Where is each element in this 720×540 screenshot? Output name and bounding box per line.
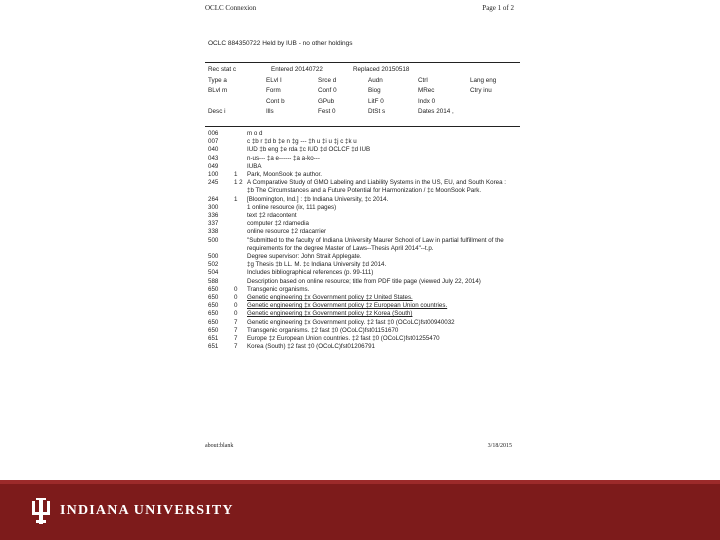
marc-indicators: 7: [234, 335, 238, 343]
fixed-field-fest: [318, 108, 336, 115]
marc-tag: 043: [208, 154, 219, 162]
fixed-field-label: Cont: [266, 97, 280, 105]
marc-field-value: A Comparative Study of GMO Labeling and Liability Systems in the US, EU, and South Korea : ‡b The Circumstances and a Future Potential for Harmonization / ‡c MoonSook Park.: [247, 179, 506, 195]
marc-indicators: 1 2: [234, 179, 243, 187]
marc-tag: 100: [208, 171, 219, 179]
fixed-field-value: eng: [485, 76, 497, 84]
marc-tag: 650: [208, 310, 219, 318]
marc-indicators: [234, 204, 247, 212]
marc-field-value: "Submitted to the faculty of Indiana University Maurer School of Law in partial fulfillment of the requirements for the degree Master of Laws--Thesis April 2014"--t.p.: [247, 236, 504, 252]
marc-tag: 500: [208, 236, 219, 244]
marc-field-row: [208, 335, 513, 343]
marc-field-row: [208, 286, 513, 294]
fixed-field-value: 0: [431, 97, 436, 105]
fixed-field-ctry: [470, 87, 492, 94]
marc-field-value: m o d: [247, 130, 263, 137]
university-name: INDIANA UNIVERSITY: [60, 503, 234, 518]
fixed-field-label: Entered: [271, 66, 294, 73]
marc-indicators: 0: [234, 285, 238, 293]
marc-indicators: 0: [234, 302, 238, 310]
marc-field-value: [Bloomington, Ind.] : ‡b Indiana University, ‡c 2014.: [247, 195, 389, 203]
fixed-field-value: 2014 ,: [436, 108, 454, 116]
marc-field-row: [208, 294, 513, 302]
marc-field-value: computer ‡2 rdamedia: [247, 220, 309, 228]
header-page-number: Page 1 of 2: [482, 4, 514, 12]
marc-field-row: [208, 138, 513, 146]
marc-field-row: [208, 319, 513, 327]
fixed-field-ctrl: [418, 77, 428, 84]
fixed-field-label: BLvl: [208, 87, 221, 95]
fixed-field-form: [266, 87, 281, 94]
fixed-field-label: GPub: [318, 97, 335, 105]
marc-tag: 504: [208, 269, 219, 277]
trident-logo-icon: [30, 498, 52, 524]
fixed-field-value: i: [224, 108, 226, 116]
catalog-record-page: [205, 0, 520, 465]
fixed-field-rec-stat: [208, 66, 236, 73]
marc-indicators: [234, 155, 247, 163]
marc-tag: 264: [208, 195, 219, 203]
fixed-field-elvl: [266, 77, 282, 84]
fixed-field-value: 0: [333, 87, 337, 95]
marc-field-row: [208, 302, 513, 310]
fixed-field-value: 20140722: [294, 66, 323, 73]
marc-field-row: [208, 204, 513, 212]
fixed-field-gpub: [318, 98, 334, 105]
footer-date: 3/18/2015: [487, 443, 512, 449]
marc-field-value: Europe ‡z European Union countries. ‡2 fast ‡0 (OCoLC)fst01255470: [247, 335, 440, 343]
marc-tag: 049: [208, 162, 219, 170]
fixed-field-value: m: [222, 87, 228, 95]
marc-tag: 007: [208, 138, 219, 146]
footer-url: about:blank: [205, 443, 234, 449]
marc-field-row: [208, 269, 513, 277]
marc-field-value: Transgenic organisms.: [247, 285, 310, 293]
fixed-field-biog: [368, 87, 381, 94]
fixed-field-label: Conf: [318, 87, 332, 95]
marc-field-row: [208, 146, 513, 154]
fixed-field-entered: [271, 66, 323, 73]
marc-tag: 651: [208, 343, 219, 351]
fixed-field-cont: [266, 98, 285, 105]
marc-field-row: [208, 261, 513, 269]
marc-tag: 651: [208, 335, 219, 343]
marc-tag: 650: [208, 302, 219, 310]
marc-indicators: [234, 146, 247, 154]
marc-field-value: text ‡2 rdacontent: [247, 212, 297, 220]
marc-field-value: Park, MoonSook ‡e author.: [247, 171, 322, 179]
marc-field-value: ‡g Thesis ‡b LL. M. ‡c Indiana University ‡d 2014.: [247, 261, 387, 269]
marc-field-row: [208, 130, 513, 138]
marc-indicators: 7: [234, 343, 238, 351]
fixed-field-audn: [368, 77, 383, 84]
marc-indicators: [234, 130, 247, 138]
fixed-field-row: [208, 98, 508, 109]
fixed-field-conf: [318, 87, 337, 94]
marc-field-row: [208, 237, 513, 253]
marc-indicators: [234, 253, 247, 261]
marc-indicators: [234, 237, 247, 253]
marc-tag: 006: [208, 130, 219, 137]
fixed-field-ills: [266, 108, 274, 115]
fixed-field-indx: [418, 98, 435, 105]
marc-field-row: [208, 171, 513, 179]
marc-indicators: [234, 138, 247, 146]
marc-field-row: [208, 220, 513, 228]
marc-tag: 337: [208, 220, 219, 228]
fixed-field-type: [208, 77, 227, 84]
fixed-field-desc: [208, 108, 226, 115]
fixed-field-label: ELvl: [266, 76, 279, 84]
divider: [205, 62, 520, 63]
marc-field-link[interactable]: Genetic engineering ‡x Government policy ‡z Korea (South): [247, 310, 413, 318]
fixed-field-label: Srce: [318, 76, 331, 84]
marc-field-row: [208, 343, 513, 351]
page-header: [205, 4, 520, 16]
marc-indicators: [234, 212, 247, 220]
marc-field-value: Genetic engineering ‡x Government policy. ‡2 fast ‡0 (OCoLC)fst00940032: [247, 318, 455, 326]
fixed-field-row: [208, 66, 508, 77]
holdings-line: OCLC 884350722 Held by IUB - no other holdings: [208, 40, 353, 47]
marc-indicators: 1: [234, 171, 238, 179]
marc-field-value: Korea (South) ‡2 fast ‡0 (OCoLC)fst01206791: [247, 343, 375, 351]
marc-tag: 502: [208, 261, 219, 269]
marc-field-value: IUD ‡b eng ‡e rda ‡c IUD ‡d OCLCF ‡d IUB: [247, 146, 371, 154]
fixed-fields-grid: [208, 66, 508, 119]
fixed-field-label: Lang: [470, 76, 485, 84]
marc-field-row: [208, 327, 513, 335]
fixed-field-label: Replaced: [353, 66, 380, 73]
marc-indicators: 1: [234, 195, 238, 203]
marc-indicators: 0: [234, 294, 238, 302]
marc-tag: 336: [208, 212, 219, 220]
fixed-field-value: 0: [380, 97, 384, 105]
marc-indicators: [234, 269, 247, 277]
marc-field-value: online resource ‡2 rdacarrier: [247, 228, 327, 236]
marc-indicators: 7: [234, 326, 238, 334]
marc-tag: 650: [208, 285, 219, 293]
fixed-field-srce: [318, 77, 336, 84]
fixed-field-value: a: [223, 76, 227, 84]
fixed-field-lang: [470, 77, 496, 84]
fixed-field-value: c: [232, 66, 237, 73]
variable-fields-list: [208, 130, 513, 351]
marc-indicators: [234, 278, 247, 286]
marc-field-row: [208, 253, 513, 261]
fixed-field-litf: [368, 98, 384, 105]
fixed-field-label: Desc: [208, 108, 223, 116]
marc-indicators: [234, 163, 247, 171]
fixed-field-replaced: [353, 66, 409, 73]
marc-indicators: 7: [234, 318, 238, 326]
fixed-field-row: [208, 77, 508, 88]
marc-field-link[interactable]: Genetic engineering ‡x Government policy ‡z United States.: [247, 294, 413, 302]
marc-field-row: [208, 163, 513, 171]
marc-tag: 650: [208, 326, 219, 334]
fixed-field-value: b: [281, 97, 285, 105]
marc-field-row: [208, 196, 513, 204]
fixed-field-label: Form: [266, 87, 281, 95]
marc-tag: 300: [208, 203, 219, 211]
marc-indicators: [234, 220, 247, 228]
marc-tag: 338: [208, 228, 219, 236]
marc-field-value: Includes bibliographical references (p. 99-111): [247, 269, 374, 277]
fixed-field-label: Indx: [418, 97, 430, 105]
fixed-field-blvl: [208, 87, 227, 94]
fixed-field-label: Dates: [418, 108, 435, 116]
fixed-field-label: Fest: [318, 108, 331, 116]
marc-field-value: IUBA: [247, 162, 262, 170]
header-app-name: OCLC Connexion: [205, 4, 257, 12]
fixed-field-dates: [418, 108, 454, 115]
marc-tag: 650: [208, 318, 219, 326]
marc-field-row: [208, 278, 513, 286]
fixed-field-label: DtSt: [368, 108, 381, 116]
marc-field-row: [208, 310, 513, 318]
marc-field-value: 1 online resource (ix, 111 pages): [247, 203, 337, 211]
fixed-field-value: s: [382, 108, 386, 116]
marc-field-row: [208, 155, 513, 163]
fixed-field-label: Rec stat: [208, 66, 232, 73]
marc-tag: 245: [208, 179, 219, 187]
fixed-field-value: 0: [332, 108, 336, 116]
marc-field-row: [208, 212, 513, 220]
marc-indicators: [234, 228, 247, 236]
fixed-field-label: Type: [208, 76, 222, 84]
fixed-field-label: Biog: [368, 87, 381, 95]
fixed-field-label: MRec: [418, 87, 435, 95]
marc-tag: 040: [208, 146, 219, 154]
fixed-field-label: Ctrl: [418, 76, 428, 84]
marc-tag: 500: [208, 253, 219, 261]
marc-tag: 588: [208, 277, 219, 285]
marc-indicators: [234, 261, 247, 269]
marc-field-row: [208, 228, 513, 236]
fixed-field-row: [208, 87, 508, 98]
fixed-field-row: [208, 108, 508, 119]
marc-field-value: Transgenic organisms. ‡2 fast ‡0 (OCoLC)fst01151670: [247, 326, 399, 334]
divider: [205, 126, 520, 127]
fixed-field-label: Audn: [368, 76, 383, 84]
marc-tag: 650: [208, 294, 219, 302]
fixed-field-dtst: [368, 108, 385, 115]
fixed-field-value: I: [280, 76, 282, 84]
marc-field-value: n-us--- ‡a e------ ‡a a-ko---: [247, 154, 320, 162]
fixed-field-value: inu: [483, 87, 492, 95]
marc-field-value: Degree supervisor: John Strait Applegate.: [247, 253, 362, 261]
marc-field-row: [208, 179, 513, 195]
fixed-field-value: d: [332, 76, 337, 84]
marc-field-value: c ‡b r ‡d b ‡e n ‡g --- ‡h u ‡i u ‡j c ‡k u: [247, 138, 357, 146]
marc-indicators: 0: [234, 310, 238, 318]
fixed-field-label: LitF: [368, 97, 379, 105]
marc-field-link[interactable]: Genetic engineering ‡x Government policy ‡z European Union countries.: [247, 302, 448, 310]
fixed-field-mrec: [418, 87, 434, 94]
fixed-field-label: Ctry: [470, 87, 482, 95]
fixed-field-label: Ills: [266, 108, 274, 116]
fixed-field-value: 20150518: [381, 66, 410, 73]
marc-field-value: Description based on online resource; title from PDF title page (viewed July 22, 2014): [247, 277, 481, 285]
